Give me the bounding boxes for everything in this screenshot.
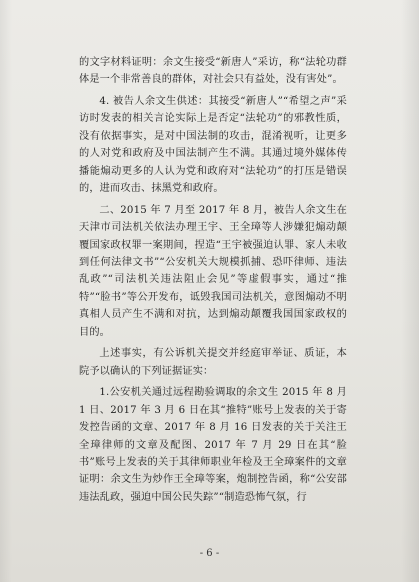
paragraph-1: 的文字材料证明：余文生接受“新唐人”采访，称“法轮功群体是一个非常善良的群体，对社会只有益处，没有害处”。	[79, 57, 347, 86]
paragraph-5: 1.公安机关通过远程勘验调取的余文生 2015 年 8 月 1 日、2017 年 3 月 6 日在其“推特”账号上发表的关于寄发控告函的文章、2017 年 8 月 16 日发表的关于关注王全璋律师的文章及配图、2017 年 7 月 29 日在其“脸书”账号上发表的关于其律师职业年检及王全璋案件的文章证明：余文生为炒作王全璋等案，炮制控告函，称“公安部违法乱政，强迫中国公民失踪”“制造恐怖气氛，行	[79, 387, 347, 503]
paragraph-4: 上述事实，有公诉机关提交并经庭审举证、质证，本院予以确认的下列证据证实：	[79, 348, 347, 377]
page-number: - 6 -	[199, 548, 220, 559]
body-text	[79, 54, 347, 506]
paragraph-2: 4. 被告人余文生供述：其接受“新唐人”“希望之声”采访时发表的相关言论实际上是否定“法轮功”的邪教性质，没有依据事实，是对中国法制的攻击，混淆视听，让更多的人对党和政府及中国法制产生不满。其通过境外媒体传播能煽动更多的人认为党和政府对“法轮功”的打压是错误的，进而攻击、抹黑党和政府。	[79, 95, 347, 195]
page-edge-shadow-left	[0, 0, 12, 582]
page-edge-shadow-right	[401, 0, 419, 582]
paragraph-3: 二、2015 年 7 月至 2017 年 8 月，被告人余文生在天津市司法机关依法办理王宇、王全璋等人涉嫌犯煽动颠覆国家政权罪一案期间，捏造“王宇被强迫认罪、家人未收到任何法律文书”“公安机关大规模抓捕、恐吓律师、违法乱政”“司法机关违法阻止会见”等虚假事实，通过“推特”“脸书”等公开发布，诋毁我国司法机关，意图煽动不明真相人员产生不满和对抗，达到煽动颠覆我国国家政权的目的。	[79, 204, 347, 338]
